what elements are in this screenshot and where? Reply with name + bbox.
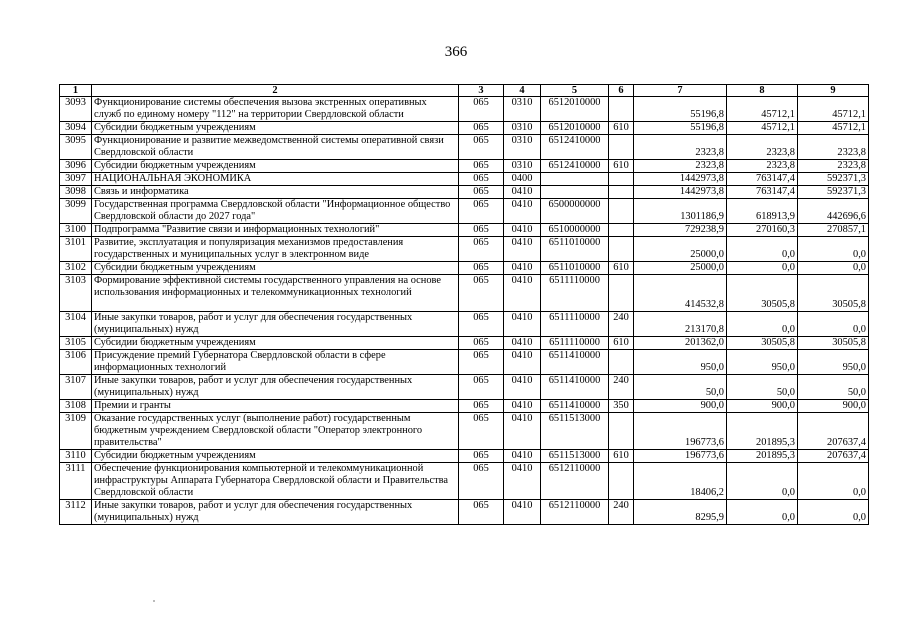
item-name-cell: Субсидии бюджетным учреждениям	[92, 450, 459, 463]
target-item-code-cell: 6511513000	[541, 413, 609, 450]
table-row	[60, 173, 869, 186]
target-item-code-cell: 6511513000	[541, 450, 609, 463]
expense-type-code-cell: 610	[609, 122, 634, 135]
target-item-code-cell: 6511010000	[541, 237, 609, 262]
table-row	[60, 275, 869, 312]
ministry-code-cell: 065	[459, 97, 504, 122]
amount-year-1-cell: 196773,6	[634, 450, 727, 463]
amount-year-1-cell: 18406,2	[634, 463, 727, 500]
target-item-code-cell: 6511410000	[541, 375, 609, 400]
ministry-code-cell: 065	[459, 350, 504, 375]
amount-year-2-cell: 201895,3	[727, 413, 798, 450]
amount-year-2-cell: 0,0	[727, 262, 798, 275]
amount-year-2-cell: 763147,4	[727, 186, 798, 199]
expense-type-code-cell	[609, 463, 634, 500]
column-header-8: 8	[727, 85, 798, 97]
table-row	[60, 312, 869, 337]
amount-year-2-cell: 618913,9	[727, 199, 798, 224]
amount-year-2-cell: 50,0	[727, 375, 798, 400]
ministry-code-cell: 065	[459, 400, 504, 413]
amount-year-3-cell: 0,0	[798, 312, 869, 337]
ministry-code-cell: 065	[459, 186, 504, 199]
amount-year-2-cell: 45712,1	[727, 122, 798, 135]
amount-year-2-cell: 0,0	[727, 500, 798, 525]
amount-year-3-cell: 2323,8	[798, 160, 869, 173]
column-header-1: 1	[60, 85, 92, 97]
amount-year-3-cell: 45712,1	[798, 97, 869, 122]
expense-type-code-cell: 610	[609, 450, 634, 463]
amount-year-3-cell: 50,0	[798, 375, 869, 400]
target-item-code-cell: 6512110000	[541, 500, 609, 525]
ministry-code-cell: 065	[459, 199, 504, 224]
amount-year-3-cell: 207637,4	[798, 413, 869, 450]
row-number-cell: 3102	[60, 262, 92, 275]
section-code-cell: 0410	[504, 199, 541, 224]
table-row	[60, 237, 869, 262]
amount-year-3-cell: 207637,4	[798, 450, 869, 463]
ministry-code-cell: 065	[459, 312, 504, 337]
ministry-code-cell: 065	[459, 450, 504, 463]
amount-year-1-cell: 2323,8	[634, 135, 727, 160]
section-code-cell: 0410	[504, 262, 541, 275]
table-row	[60, 463, 869, 500]
row-number-cell: 3108	[60, 400, 92, 413]
column-header-9: 9	[798, 85, 869, 97]
item-name-cell: Субсидии бюджетным учреждениям	[92, 160, 459, 173]
section-code-cell: 0410	[504, 350, 541, 375]
section-code-cell: 0410	[504, 224, 541, 237]
amount-year-2-cell: 30505,8	[727, 275, 798, 312]
amount-year-1-cell: 2323,8	[634, 160, 727, 173]
item-name-cell: Оказание государственных услуг (выполнение работ) государственным бюджетным учреждением Свердловской области "Оператор электронного правительства"	[92, 413, 459, 450]
target-item-code-cell: 6510000000	[541, 224, 609, 237]
row-number-cell: 3096	[60, 160, 92, 173]
row-number-cell: 3105	[60, 337, 92, 350]
amount-year-2-cell: 2323,8	[727, 160, 798, 173]
table-row	[60, 375, 869, 400]
target-item-code-cell: 6511410000	[541, 350, 609, 375]
target-item-code-cell: 6511110000	[541, 312, 609, 337]
amount-year-1-cell: 1442973,8	[634, 173, 727, 186]
amount-year-3-cell: 900,0	[798, 400, 869, 413]
section-code-cell: 0410	[504, 413, 541, 450]
target-item-code-cell: 6512410000	[541, 160, 609, 173]
amount-year-1-cell: 8295,9	[634, 500, 727, 525]
amount-year-2-cell: 201895,3	[727, 450, 798, 463]
row-number-cell: 3109	[60, 413, 92, 450]
amount-year-2-cell: 30505,8	[727, 337, 798, 350]
row-number-cell: 3097	[60, 173, 92, 186]
item-name-cell: Иные закупки товаров, работ и услуг для обеспечения государственных (муниципальных) нужд	[92, 312, 459, 337]
table-row	[60, 135, 869, 160]
amount-year-3-cell: 592371,3	[798, 186, 869, 199]
amount-year-1-cell: 55196,8	[634, 97, 727, 122]
amount-year-2-cell: 0,0	[727, 463, 798, 500]
row-number-cell: 3094	[60, 122, 92, 135]
item-name-cell: Присуждение премий Губернатора Свердловской области в сфере информационных технологий	[92, 350, 459, 375]
amount-year-2-cell: 0,0	[727, 237, 798, 262]
target-item-code-cell: 6511010000	[541, 262, 609, 275]
amount-year-1-cell: 50,0	[634, 375, 727, 400]
column-header-5: 5	[541, 85, 609, 97]
ministry-code-cell: 065	[459, 224, 504, 237]
section-code-cell: 0310	[504, 135, 541, 160]
section-code-cell: 0410	[504, 450, 541, 463]
target-item-code-cell: 6512010000	[541, 122, 609, 135]
table-row	[60, 400, 869, 413]
section-code-cell: 0400	[504, 173, 541, 186]
table-row	[60, 413, 869, 450]
column-header-7: 7	[634, 85, 727, 97]
item-name-cell: Иные закупки товаров, работ и услуг для обеспечения государственных (муниципальных) нужд	[92, 375, 459, 400]
item-name-cell: Субсидии бюджетным учреждениям	[92, 262, 459, 275]
amount-year-1-cell: 950,0	[634, 350, 727, 375]
amount-year-3-cell: 0,0	[798, 500, 869, 525]
section-code-cell: 0410	[504, 500, 541, 525]
section-code-cell: 0310	[504, 97, 541, 122]
table-row	[60, 199, 869, 224]
amount-year-1-cell: 25000,0	[634, 262, 727, 275]
section-code-cell: 0410	[504, 312, 541, 337]
expense-type-code-cell	[609, 224, 634, 237]
ministry-code-cell: 065	[459, 413, 504, 450]
table-row	[60, 450, 869, 463]
amount-year-3-cell: 45712,1	[798, 122, 869, 135]
expense-type-code-cell: 610	[609, 160, 634, 173]
target-item-code-cell: 6511110000	[541, 337, 609, 350]
amount-year-1-cell: 25000,0	[634, 237, 727, 262]
item-name-cell: Государственная программа Свердловской области "Информационное общество Свердловской области до 2027 года"	[92, 199, 459, 224]
expense-type-code-cell: 240	[609, 312, 634, 337]
expense-type-code-cell: 610	[609, 262, 634, 275]
table-row	[60, 122, 869, 135]
amount-year-3-cell: 592371,3	[798, 173, 869, 186]
ministry-code-cell: 065	[459, 375, 504, 400]
item-name-cell: Премии и гранты	[92, 400, 459, 413]
table-row	[60, 337, 869, 350]
amount-year-2-cell: 2323,8	[727, 135, 798, 160]
row-number-cell: 3100	[60, 224, 92, 237]
target-item-code-cell	[541, 186, 609, 199]
row-number-cell: 3095	[60, 135, 92, 160]
ministry-code-cell: 065	[459, 135, 504, 160]
amount-year-1-cell: 1442973,8	[634, 186, 727, 199]
ministry-code-cell: 065	[459, 173, 504, 186]
amount-year-3-cell: 0,0	[798, 237, 869, 262]
amount-year-2-cell: 0,0	[727, 312, 798, 337]
row-number-cell: 3107	[60, 375, 92, 400]
amount-year-1-cell: 201362,0	[634, 337, 727, 350]
expense-type-code-cell	[609, 135, 634, 160]
expense-type-code-cell: 610	[609, 337, 634, 350]
section-code-cell: 0410	[504, 463, 541, 500]
item-name-cell: Связь и информатика	[92, 186, 459, 199]
amount-year-2-cell: 763147,4	[727, 173, 798, 186]
table-row	[60, 500, 869, 525]
item-name-cell: Функционирование системы обеспечения вызова экстренных оперативных служб по единому номеру "112" на территории Свердловской области	[92, 97, 459, 122]
ministry-code-cell: 065	[459, 463, 504, 500]
target-item-code-cell: 6511410000	[541, 400, 609, 413]
expense-type-code-cell	[609, 173, 634, 186]
target-item-code-cell: 6512010000	[541, 97, 609, 122]
expense-type-code-cell: 350	[609, 400, 634, 413]
amount-year-3-cell: 442696,6	[798, 199, 869, 224]
row-number-cell: 3111	[60, 463, 92, 500]
row-number-cell: 3103	[60, 275, 92, 312]
amount-year-2-cell: 270160,3	[727, 224, 798, 237]
column-header-2: 2	[92, 85, 459, 97]
item-name-cell: Субсидии бюджетным учреждениям	[92, 337, 459, 350]
table-header-row	[60, 85, 869, 97]
target-item-code-cell: 6512410000	[541, 135, 609, 160]
item-name-cell: Формирование эффективной системы государственного управления на основе использования информационных и телекоммуникационных технологий	[92, 275, 459, 312]
amount-year-2-cell: 45712,1	[727, 97, 798, 122]
section-code-cell: 0410	[504, 186, 541, 199]
section-code-cell: 0410	[504, 237, 541, 262]
column-header-3: 3	[459, 85, 504, 97]
amount-year-1-cell: 213170,8	[634, 312, 727, 337]
ministry-code-cell: 065	[459, 262, 504, 275]
ministry-code-cell: 065	[459, 337, 504, 350]
ministry-code-cell: 065	[459, 500, 504, 525]
scan-speck	[153, 600, 155, 602]
section-code-cell: 0310	[504, 122, 541, 135]
row-number-cell: 3110	[60, 450, 92, 463]
amount-year-3-cell: 0,0	[798, 463, 869, 500]
row-number-cell: 3104	[60, 312, 92, 337]
amount-year-3-cell: 30505,8	[798, 275, 869, 312]
section-code-cell: 0410	[504, 275, 541, 312]
expense-type-code-cell	[609, 275, 634, 312]
table-row	[60, 350, 869, 375]
table-row	[60, 97, 869, 122]
row-number-cell: 3112	[60, 500, 92, 525]
item-name-cell: Развитие, эксплуатация и популяризация механизмов предоставления государственных и муниципальных услуг в электронном виде	[92, 237, 459, 262]
amount-year-2-cell: 900,0	[727, 400, 798, 413]
section-code-cell: 0410	[504, 400, 541, 413]
amount-year-1-cell: 414532,8	[634, 275, 727, 312]
item-name-cell: Обеспечение функционирования компьютерной и телекоммуникационной инфраструктуры Аппарата Губернатора Свердловской области и Правительства Свердловской области	[92, 463, 459, 500]
row-number-cell: 3099	[60, 199, 92, 224]
item-name-cell: Функционирование и развитие межведомственной системы оперативной связи Свердловской области	[92, 135, 459, 160]
item-name-cell: НАЦИОНАЛЬНАЯ ЭКОНОМИКА	[92, 173, 459, 186]
amount-year-2-cell: 950,0	[727, 350, 798, 375]
expense-type-code-cell: 240	[609, 375, 634, 400]
target-item-code-cell	[541, 173, 609, 186]
section-code-cell: 0310	[504, 160, 541, 173]
item-name-cell: Иные закупки товаров, работ и услуг для обеспечения государственных (муниципальных) нужд	[92, 500, 459, 525]
table-row	[60, 224, 869, 237]
row-number-cell: 3101	[60, 237, 92, 262]
expense-type-code-cell	[609, 350, 634, 375]
table-row	[60, 186, 869, 199]
amount-year-3-cell: 0,0	[798, 262, 869, 275]
section-code-cell: 0410	[504, 375, 541, 400]
column-header-6: 6	[609, 85, 634, 97]
amount-year-1-cell: 729238,9	[634, 224, 727, 237]
column-header-4: 4	[504, 85, 541, 97]
target-item-code-cell: 6500000000	[541, 199, 609, 224]
table-row	[60, 160, 869, 173]
expense-type-code-cell	[609, 97, 634, 122]
amount-year-1-cell: 1301186,9	[634, 199, 727, 224]
page-number: 366	[444, 44, 468, 60]
expense-type-code-cell: 240	[609, 500, 634, 525]
ministry-code-cell: 065	[459, 122, 504, 135]
amount-year-1-cell: 196773,6	[634, 413, 727, 450]
expense-type-code-cell	[609, 413, 634, 450]
ministry-code-cell: 065	[459, 237, 504, 262]
item-name-cell: Субсидии бюджетным учреждениям	[92, 122, 459, 135]
budget-table	[59, 84, 869, 525]
expense-type-code-cell	[609, 237, 634, 262]
amount-year-1-cell: 55196,8	[634, 122, 727, 135]
amount-year-3-cell: 2323,8	[798, 135, 869, 160]
expense-type-code-cell	[609, 186, 634, 199]
item-name-cell: Подпрограмма "Развитие связи и информационных технологий"	[92, 224, 459, 237]
target-item-code-cell: 6511110000	[541, 275, 609, 312]
ministry-code-cell: 065	[459, 160, 504, 173]
expense-type-code-cell	[609, 199, 634, 224]
row-number-cell: 3098	[60, 186, 92, 199]
target-item-code-cell: 6512110000	[541, 463, 609, 500]
row-number-cell: 3106	[60, 350, 92, 375]
amount-year-3-cell: 30505,8	[798, 337, 869, 350]
section-code-cell: 0410	[504, 337, 541, 350]
ministry-code-cell: 065	[459, 275, 504, 312]
amount-year-3-cell: 270857,1	[798, 224, 869, 237]
row-number-cell: 3093	[60, 97, 92, 122]
amount-year-1-cell: 900,0	[634, 400, 727, 413]
table-row	[60, 262, 869, 275]
amount-year-3-cell: 950,0	[798, 350, 869, 375]
